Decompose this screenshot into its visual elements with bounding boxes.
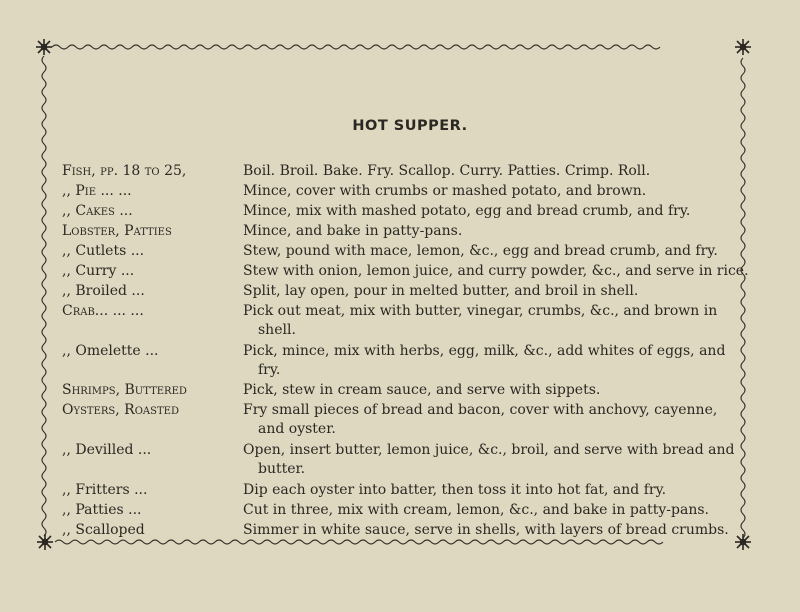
item-description-continuation: butter. <box>258 461 306 477</box>
item-label: ,, Pie ... ... <box>62 183 132 199</box>
item-description: Stew, pound with mace, lemon, &c., egg and bread crumb, and fry. <box>243 243 718 259</box>
item-description: Stew with onion, lemon juice, and curry powder, &c., and serve in rice. <box>243 263 749 279</box>
item-description: Cut in three, mix with cream, lemon, &c., and bake in patty-pans. <box>243 502 709 518</box>
item-description-continuation: shell. <box>258 322 296 338</box>
item-description: Dip each oyster into batter, then toss it into hot fat, and fry. <box>243 482 667 498</box>
item-description: Mince, and bake in patty-pans. <box>243 223 463 239</box>
page-title: HOT SUPPER. <box>352 118 468 134</box>
item-label: ,, Patties ... <box>62 502 142 518</box>
item-label: Crab... ... ... <box>62 303 144 319</box>
item-description: Pick, stew in cream sauce, and serve with sippets. <box>243 382 601 398</box>
item-description: Fry small pieces of bread and bacon, cover with anchovy, cayenne, <box>243 402 718 418</box>
item-description: Mince, mix with mashed potato, egg and bread crumb, and fry. <box>243 203 691 219</box>
item-label: Oysters, Roasted <box>62 402 179 418</box>
item-label: ,, Scalloped <box>62 522 145 538</box>
item-label: ,, Curry ... <box>62 263 135 279</box>
item-label: ,, Fritters ... <box>62 482 148 498</box>
item-description: Simmer in white sauce, serve in shells, with layers of bread crumbs. <box>243 522 729 538</box>
item-label: ,, Devilled ... <box>62 442 152 458</box>
item-description: Pick, mince, mix with herbs, egg, milk, &c., add whites of eggs, and <box>243 343 726 359</box>
item-description-continuation: fry. <box>258 362 281 378</box>
item-label: Fish, pp. 18 to 25, <box>62 163 187 179</box>
item-description: Mince, cover with crumbs or mashed potato, and brown. <box>243 183 647 199</box>
item-label: ,, Broiled ... <box>62 283 145 299</box>
item-description: Split, lay open, pour in melted butter, and broil in shell. <box>243 283 639 299</box>
item-label: ,, Cakes ... <box>62 203 133 219</box>
item-description: Boil. Broil. Bake. Fry. Scallop. Curry. Patties. Crimp. Roll. <box>243 163 651 179</box>
item-label: Shrimps, Buttered <box>62 382 187 398</box>
item-label: ,, Omelette ... <box>62 343 159 359</box>
item-description: Pick out meat, mix with butter, vinegar, crumbs, &c., and brown in <box>243 303 718 319</box>
item-description-continuation: and oyster. <box>258 421 336 437</box>
item-label: ,, Cutlets ... <box>62 243 145 259</box>
item-label: Lobster, Patties <box>62 223 172 239</box>
item-description: Open, insert butter, lemon juice, &c., broil, and serve with bread and <box>243 442 735 458</box>
